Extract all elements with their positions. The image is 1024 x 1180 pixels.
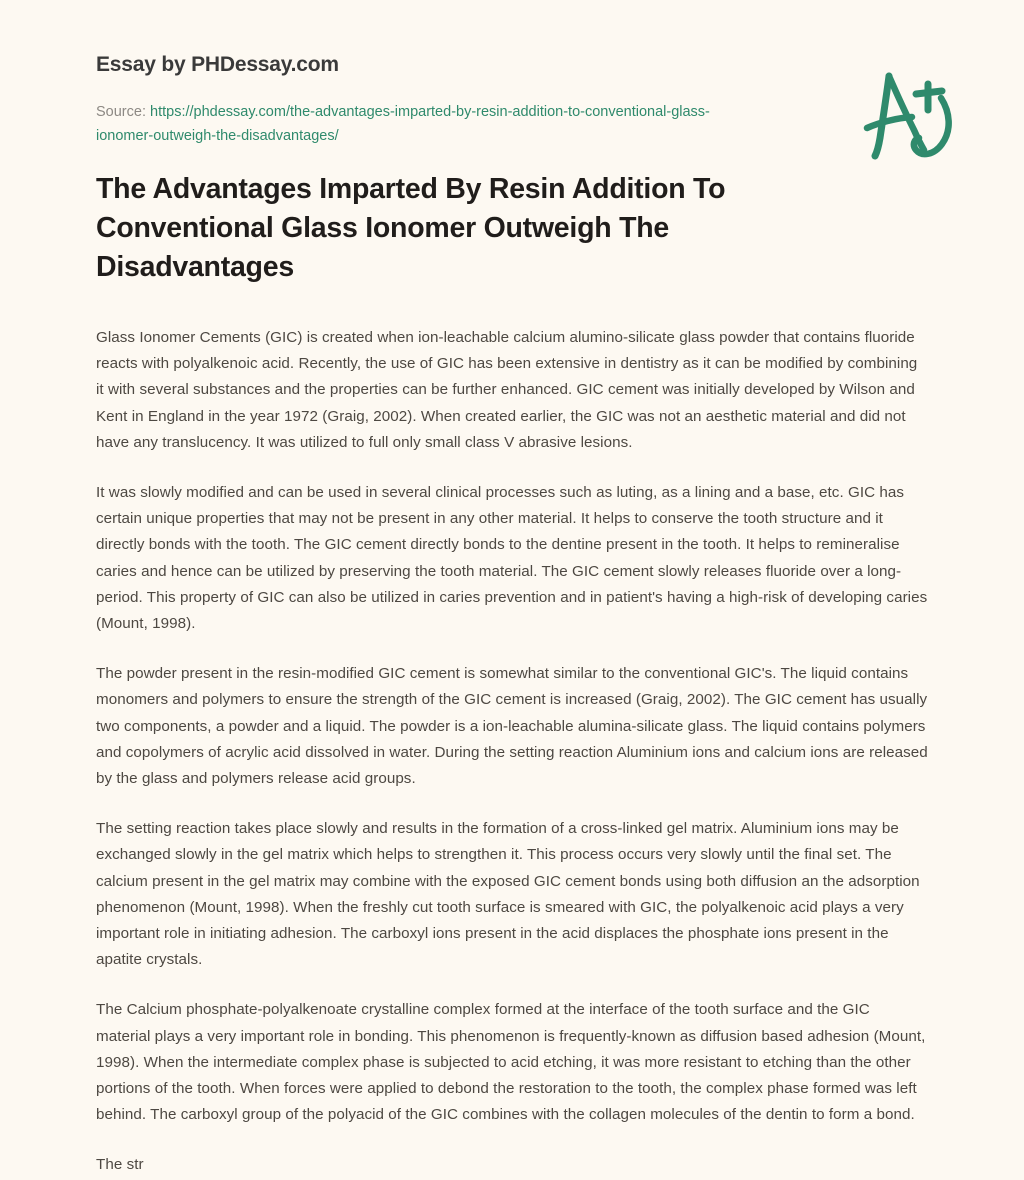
a-plus-logo-icon <box>856 62 966 167</box>
page-title: The Advantages Imparted By Resin Addition To Conventional Glass Ionomer Outweigh The Disadvantages <box>96 173 726 283</box>
source-line <box>96 100 716 148</box>
paragraph: Glass Ionomer Cements (GIC) is created when ion-leachable calcium alumino-silicate glass powder that contains fluoride reacts with polyalkenoic acid. Recently, the use of GIC has been extensive in dentistry as it can be modified by combining it with several substances and the properties can be further enhanced. GIC cement was initially developed by Wilson and Kent in England in the year 1972 (Graig, 2002). When created earlier, the GIC was not an aesthetic material and did not have any translucency. It was utilized to full only small class V abrasive lesions. <box>96 329 918 451</box>
paragraph: The Calcium phosphate-polyalkenoate crystalline complex formed at the interface of the tooth surface and the GIC material plays a very important role in bonding. This phenomenon is frequently-known as diffusion based adhesion (Mount, 1998). When the intermediate complex phase is subjected to acid etching, it was more resistant to etching than the other portions of the tooth. When forces were applied to debond the restoration to the tooth, the complex phase formed was left behind. The carboxyl group of the polyacid of the GIC combines with the collagen molecules of the dentin to form a bond. <box>96 1001 926 1124</box>
source-label: Source: <box>96 104 146 120</box>
paragraph-truncated: The str <box>96 1156 144 1174</box>
essay-body <box>0 325 1024 1179</box>
paragraph: The powder present in the resin-modified GIC cement is somewhat similar to the conventional GIC's. The liquid contains monomers and polymers to ensure the strength of the GIC cement is increased (Graig, 2002). The GIC cement has usually two components, a powder and a liquid. The powder is a ion-leachable alumina-silicate glass. The liquid contains polymers and copolymers of acrylic acid dissolved in water. During the setting reaction Aluminium ions and calcium ions are released by the glass and polymers release acid groups. <box>96 665 928 788</box>
paragraph: The setting reaction takes place slowly and results in the formation of a cross-linked gel matrix. Aluminium ions may be exchanged slowly in the gel matrix which helps to strengthen it. This process occurs very slowly until the final set. The calcium present in the gel matrix may combine with the exposed GIC cement bonds using both diffusion an the adsorption phenomenon (Mount, 1998). When the freshly cut tooth surface is smeared with GIC, the polyalkenoic acid plays a very important role in initiating adhesion. The carboxyl ions present in the acid displaces the phosphate ions present in the apatite crystals. <box>96 820 920 969</box>
source-url-link[interactable]: https://phdessay.com/the-advantages-imparted-by-resin-addition-to-conventional-glass-ionomer-outweigh-the-disadvantages/ <box>96 104 710 144</box>
brand-title: Essay by PHDessay.com <box>96 53 339 76</box>
paragraph: It was slowly modified and can be used in several clinical processes such as luting, as a lining and a base, etc. GIC has certain unique properties that may not be present in any other material. It helps to conserve the tooth structure and it directly bonds with the tooth. The GIC cement directly bonds to the dentine present in the tooth. It helps to remineralise caries and hence can be utilized by preserving the tooth material. The GIC cement slowly releases fluoride over a long-period. This property of GIC can also be utilized in caries prevention and in patient's having a high-risk of developing caries (Mount, 1998). <box>96 484 928 633</box>
page-header <box>0 0 1024 170</box>
